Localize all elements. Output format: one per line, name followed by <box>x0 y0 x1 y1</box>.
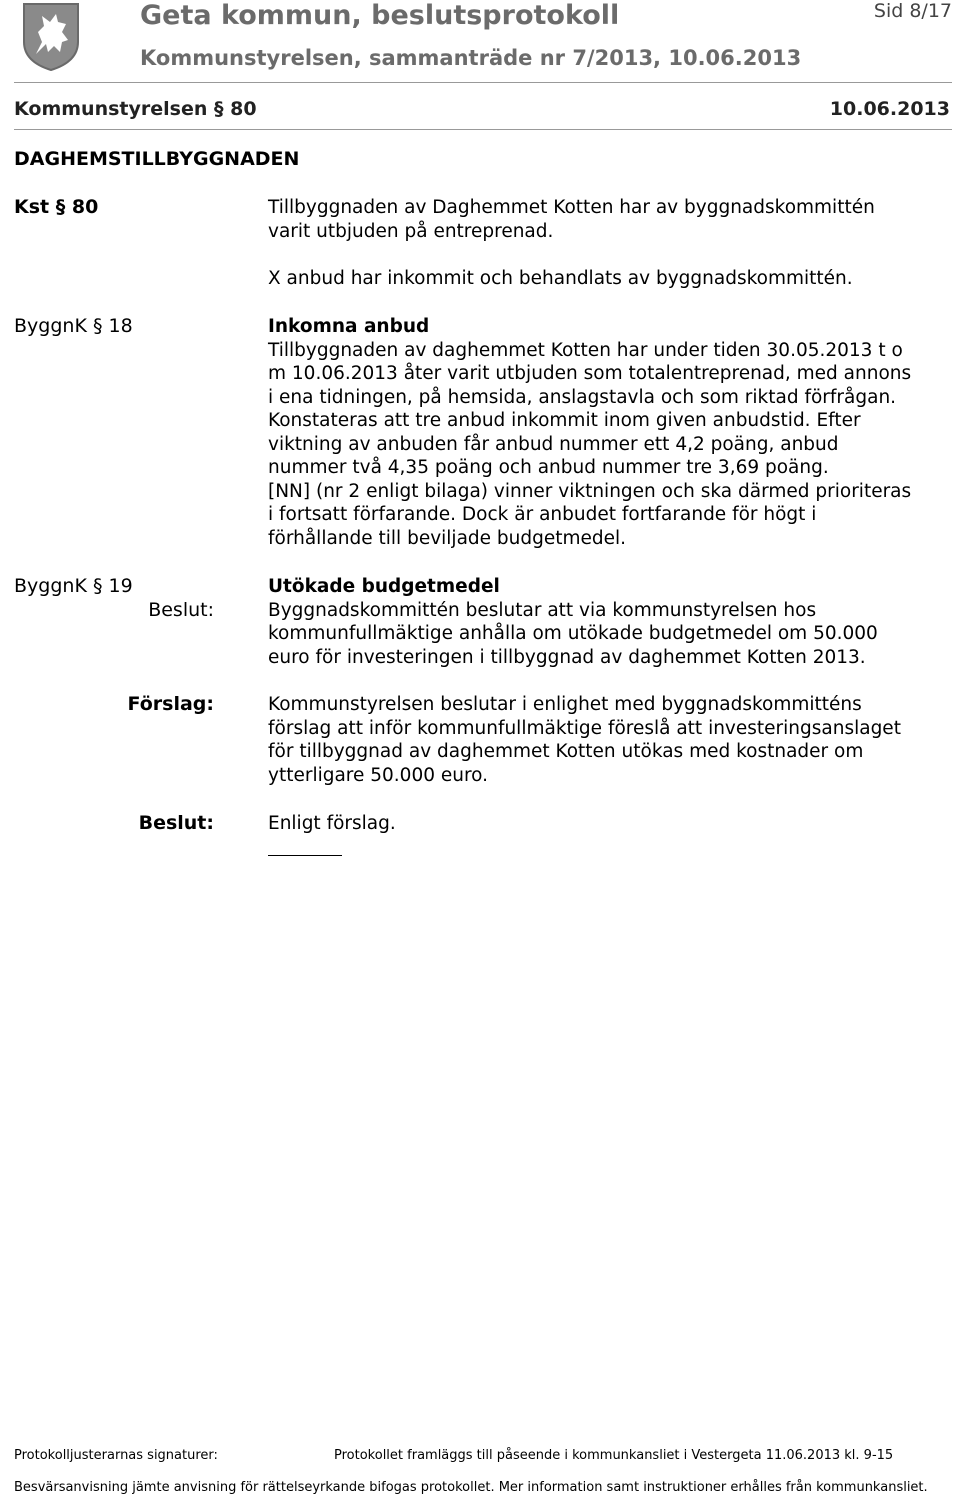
section-heading: Utökade budgetmedel <box>268 576 500 597</box>
intro-line: varit utbjuden på entreprenad. <box>268 220 554 242</box>
byggnk-number: 19 <box>108 575 133 597</box>
utokade-budgetmedel-section <box>268 575 958 669</box>
section-date: 10.06.2013 <box>829 98 950 120</box>
text-line: euro för investeringen i tillbyggnad av daghemmet Kotten 2013. <box>268 646 866 668</box>
kst-reference <box>14 196 98 218</box>
page-number: Sid 8/17 <box>873 0 952 22</box>
document-title: Geta kommun, beslutsprotokoll <box>140 0 620 31</box>
text-line: Tillbyggnaden av daghemmet Kotten har under tiden 30.05.2013 t o <box>268 339 903 361</box>
text-line: Enligt förslag. <box>268 813 396 834</box>
beslut-label: Beslut: <box>138 812 214 834</box>
byggnk-18-reference <box>14 315 133 337</box>
paragraph-sign: § <box>213 98 224 120</box>
inkomna-anbud-section <box>268 315 958 550</box>
paragraph-sign: § <box>92 575 103 597</box>
text-line: nummer två 4,35 poäng och anbud nummer tre 3,69 poäng. <box>268 457 829 478</box>
byggnk-19-reference <box>14 575 133 597</box>
kst-prefix: Kst <box>14 196 50 218</box>
beslut-text <box>268 812 958 836</box>
text-line: Kommunstyrelsen beslutar i enlighet med byggnadskommitténs <box>268 694 862 715</box>
text-line: viktning av anbuden får anbud nummer ett 4,2 poäng, anbud <box>268 433 839 455</box>
section-body-name: Kommunstyrelsen <box>14 98 208 120</box>
footer-appeal: Besvärsanvisning jämte anvisning för rättelseyrkande bifogas protokollet. Mer information samt instruktioner erhålles från kommunkansliet. <box>14 1480 928 1495</box>
text-line: i ena tidningen, på hemsida, anslagstavla och som riktad förfrågan. <box>268 386 897 408</box>
byggnk-prefix: ByggnK <box>14 315 87 337</box>
text-line: [NN] (nr 2 enligt bilaga) vinner viktningen och ska därmed prioriteras <box>268 480 912 502</box>
section-heading: Inkomna anbud <box>268 316 430 337</box>
text-line: Byggnadskommittén beslutar att via kommunstyrelsen hos <box>268 599 817 621</box>
section-number: 80 <box>230 98 257 120</box>
kst-number: 80 <box>71 196 99 218</box>
paragraph-sign: § <box>92 315 103 337</box>
footer-signatures: Protokolljusterarnas signaturer: <box>14 1448 218 1463</box>
meeting-subtitle: Kommunstyrelsen, sammanträde nr 7/2013, 10.06.2013 <box>140 46 802 70</box>
byggnk-prefix: ByggnK <box>14 575 87 597</box>
coat-of-arms-logo <box>22 2 80 72</box>
header-divider <box>14 82 952 83</box>
intro-line: X anbud har inkommit och behandlats av byggnadskommittén. <box>268 268 853 289</box>
byggnk-beslut-label: Beslut: <box>148 599 214 621</box>
section-reference <box>14 98 257 120</box>
end-rule <box>268 855 342 856</box>
paragraph-sign: § <box>55 196 66 218</box>
byggnk-number: 18 <box>108 315 133 337</box>
text-line: för tillbyggnad av daghemmet Kotten utökas med kostnader om <box>268 741 864 762</box>
intro-line: Tillbyggnaden av Daghemmet Kotten har av byggnadskommittén <box>268 197 875 218</box>
topic-heading: DAGHEMSTILLBYGGNADEN <box>14 148 300 170</box>
text-line: kommunfullmäktige anhålla om utökade budgetmedel om 50.000 <box>268 623 878 644</box>
intro-note <box>268 267 958 291</box>
forslag-text <box>268 693 958 787</box>
section-divider <box>14 129 952 130</box>
text-line: i fortsatt förfarande. Dock är anbudet fortfarande för högt i <box>268 504 817 525</box>
footer-notice: Protokollet framläggs till påseende i kommunkansliet i Vestergeta 11.06.2013 kl. 9-15 <box>334 1448 894 1463</box>
text-line: förslag att inför kommunfullmäktige föreslå att investeringsanslaget <box>268 717 901 739</box>
text-line: ytterligare 50.000 euro. <box>268 764 489 786</box>
intro-text <box>268 196 958 243</box>
forslag-label: Förslag: <box>127 693 214 715</box>
text-line: förhållande till beviljade budgetmedel. <box>268 527 627 549</box>
text-line: Konstateras att tre anbud inkommit inom given anbudstid. Efter <box>268 410 861 431</box>
text-line: m 10.06.2013 åter varit utbjuden som totalentreprenad, med annons <box>268 363 912 384</box>
